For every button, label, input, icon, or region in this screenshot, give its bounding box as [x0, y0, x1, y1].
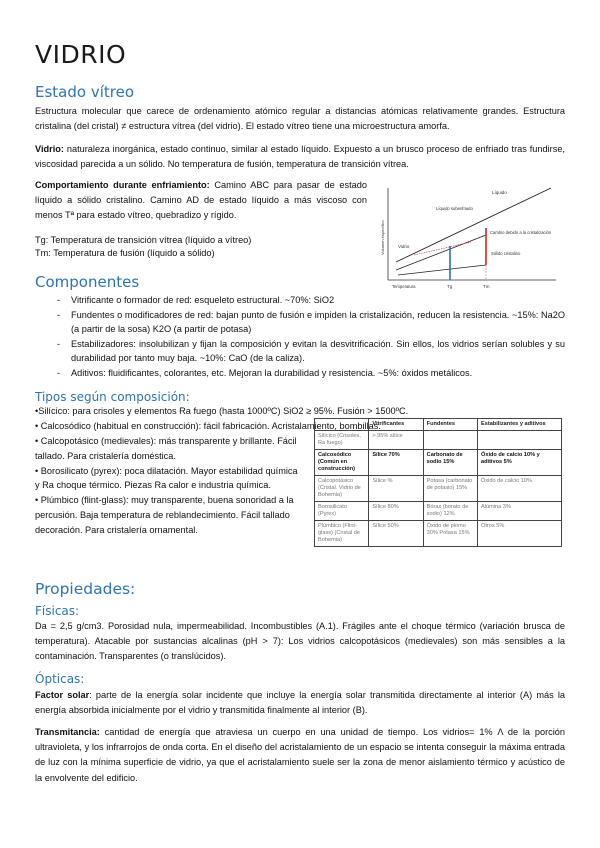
table-cell: Borosilicato (Pyrex) — [315, 502, 369, 521]
label-cambio: Cambio debido a la cristalización — [490, 230, 552, 235]
list-item: - Aditivos: fluidificantes, colorantes, etc. Mejoran la durabilidad y resistencia. ~5%: óxidos metálicos. — [35, 366, 565, 381]
table-cell: Bórax (borato de sodio) 12% — [423, 502, 477, 521]
table-cell: Óxido de calcio 10% y aditivos 5% — [477, 450, 561, 476]
definition-tg: Tg: Temperatura de transición vítrea (líquido a vítreo) — [35, 235, 252, 245]
label-vidrio: Vidrio: — [35, 144, 64, 154]
table-cell: Carbonato de sodio 15% — [423, 450, 477, 476]
table-header: Estabilizantes y aditivos — [477, 419, 561, 431]
label-tm: Tm — [483, 284, 490, 289]
table-cell: Potasa (carbonato de potasio) 15% — [423, 476, 477, 502]
table-cell: Sílice 70% — [369, 450, 423, 476]
table-header: Fundentes — [423, 419, 477, 431]
table-cell: Óxido de calcio 10% — [477, 476, 561, 502]
table-row — [315, 521, 562, 547]
table-row — [315, 450, 562, 476]
list-item: - Vitrificante o formador de red: esqueleto estructural. ~70%: SiO2 — [35, 293, 565, 308]
label-tg: Tg — [447, 284, 453, 289]
cooling-diagram — [376, 180, 566, 292]
table-cell: Alúmina 3% — [477, 502, 561, 521]
table-cell — [477, 431, 561, 450]
list-item: • Plúmbico (flint-glass): muy transparente, buena sonoridad a la percusión. Baja temperatura de reblandecimiento. Fácil tallado decoración. Para cristalería ornamental. — [35, 495, 294, 535]
table-cell: Calcopotásico (Cristal. Vidrio de Bohemia) — [315, 476, 369, 502]
heading-tipos: Tipos según composición: — [35, 390, 190, 404]
paragraph-vidrio — [35, 142, 565, 172]
label-solido: Sólido cristalino — [491, 251, 521, 256]
paragraph-fisicas: Da = 2,5 g/cm3. Porosidad nula, impermeabilidad. Incombustibles (A.1). Frágiles ante el choque térmico (variación brusca de temperatura). Atacable por sustancias alcalinas (pH > 7): Los vidrios calcopotásicos (medievales) son más sensibles a la contaminación. Transparentes (o translúcidos). — [35, 621, 565, 662]
heading-estado-vitreo: Estado vítreo — [35, 83, 135, 101]
text-factor-solar: : parte de la energía solar incidente que incluye la energía solar transmitida directamente al interior (A) más la energía absorbida inicialmente por el vidrio y transmitida finalmente al interior (B). — [35, 690, 565, 716]
table-row — [315, 476, 562, 502]
paragraph-transmitancia — [35, 725, 565, 786]
table-row — [315, 502, 562, 521]
table-header: Vitrificantes — [369, 419, 423, 431]
list-item: - Fundentes o modificadores de red: bajan punto de fusión e impiden la cristalización, reducen la resistencia. ~15%: Na2O (a partir de la sosa) K2O (a partir de potasa) — [35, 308, 565, 337]
list-item: • Calcopotásico (medievales): más transparente y brillante. Fácil tallado. Para cristalería doméstica. — [35, 436, 297, 461]
paragraph-enfriamiento — [35, 178, 367, 224]
heading-opticas: Ópticas: — [35, 672, 85, 686]
label-liquido-sub: Líquido subenfriado — [436, 206, 473, 211]
liquid-line — [396, 188, 551, 262]
paragraph-estado-definition: Estructura molecular que carece de ordenamiento atómico regular a distancias atómicas relativamente grandes. Estructura cristalina (del cristal) ≠ estructura vítrea (del vidrio). El estado vítreo tiene una microestructura amorfa. — [35, 106, 565, 132]
text-vidrio: naturaleza inorgánica, estado continuo, similar al estado líquido. Expuesto a un brusco proceso de enfriado tras fundirse, viscosidad parecida a un sólido. No temperatura de fusión, temperatura de transición vítrea. — [35, 144, 565, 170]
table-cell: Otros 5% — [477, 521, 561, 547]
table-row — [315, 431, 562, 450]
heading-componentes: Componentes — [35, 273, 140, 291]
label-factor-solar: Factor solar — [35, 690, 90, 700]
label-vidrio: Vidrio — [398, 244, 410, 249]
componentes-list — [35, 293, 565, 380]
table-cell — [423, 431, 477, 450]
label-transmitancia: Transmitancia: — [35, 727, 100, 737]
table-header — [315, 419, 369, 431]
table-cell: Sílice 50% — [369, 521, 423, 547]
dashed-ref — [414, 242, 471, 255]
label-enfriamiento: Comportamiento durante enfriamiento: — [35, 180, 210, 190]
text-enfriamiento: Camino ABC para pasar de estado líquido a sólido cristalino. Camino AD de estado líquido a más viscoso con menos Tª para estado vítreo, quebradizo y rígido. — [35, 180, 367, 221]
list-item: - Estabilizadores: insolubilizan y fijan la composición y evitan la desvitrificación. Sin ellos, los vidrios serían solubles y su durabilidad por tanto muy baja. ~10%: CaO (de la caliza). — [35, 337, 565, 366]
composition-table — [314, 418, 562, 547]
definition-tm: Tm: Temperatura de fusión (líquido a sólido) — [35, 248, 215, 258]
list-item: •Silícico: para crisoles y elementos Ra fuego (hasta 1000ºC) SiO2 ≥ 95%. Fusión > 1500ºC. — [35, 406, 409, 416]
table-cell: Calcosódico (Común en construcción) — [315, 450, 369, 476]
table-cell: Sílice 80% — [369, 502, 423, 521]
label-liquido: Líquido — [492, 190, 507, 195]
list-item: • Calcosódico (habitual en construcción): fácil fabricación. Acristalamiento, bombillas. — [35, 420, 381, 431]
table-cell: > 95% sílice — [369, 431, 423, 450]
heading-fisicas: Físicas: — [35, 604, 80, 618]
crystal-line — [398, 265, 486, 275]
table-cell: Plúmbico (Flint-glass) (Cristal de Bohemia) — [315, 521, 369, 547]
tipos-list-narrow — [35, 434, 303, 538]
text-transmitancia: cantidad de energía que atraviesa un cuerpo en una unidad de tiempo. Los vidrios= 1% Λ de la porción ultravioleta, y los infrarrojos de onda corta. En el diseño del acristalamiento de un espacio se intenta conseguir la máxima entrada de luz con la mínima superficie de vidrio, ya que el acristalamiento suele ser la zona de menor aislamiento térmico y acústico de la envolvente del edificio. — [35, 727, 565, 783]
label-volumen: Volumen específico — [380, 220, 385, 255]
heading-propiedades: Propiedades: — [35, 580, 136, 598]
table-cell: Óxido de plomo 30% Potasa 15% — [423, 521, 477, 547]
label-temperatura: Temperatura — [392, 284, 416, 289]
table-header-row — [315, 419, 562, 431]
paragraph-factor-solar — [35, 688, 565, 718]
page-title: VIDRIO — [35, 40, 127, 69]
table-cell: Silícico (Crisoles, Ra fuego) — [315, 431, 369, 450]
list-item: • Borosilicato (pyrex): poca dilatación. Mayor estabilidad química y Ra choque térmico. Piezas Ra calor e industria química. — [35, 465, 298, 491]
table-cell: Sílice % — [369, 476, 423, 502]
